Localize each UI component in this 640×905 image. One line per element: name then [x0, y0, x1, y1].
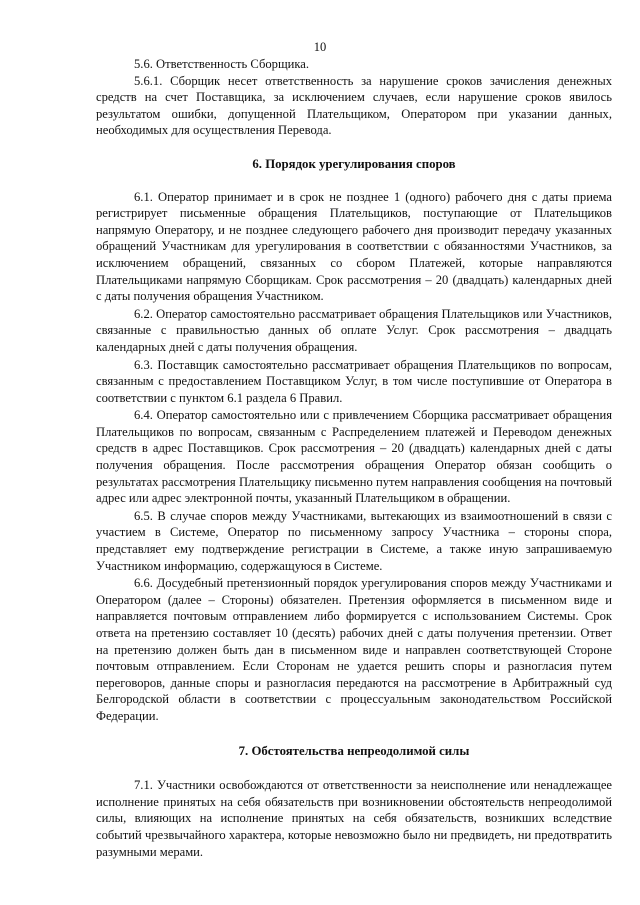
page-number: 10	[313, 40, 327, 54]
paragraph-6-2: 6.2. Оператор самостоятельно рассматривает обращения Плательщиков или Участников, связанные с правильностью данных об оплате Услуг. Срок рассмотрения – двадцать календарных дней с даты получения обращения.	[96, 306, 612, 354]
paragraph-7-1: 7.1. Участники освобождаются от ответственности за неисполнение или ненадлежащее исполнение принятых на себя обязательств при возникновении обстоятельств непреодолимой силы, влияющих на исполнение принятых на себя обязательств, возникших вследствие событий чрезвычайного характера, которые невозможно было ни предвидеть, ни предотвратить разумными мерами.	[96, 778, 612, 859]
section-title-7: 7. Обстоятельства непреодолимой силы	[238, 743, 470, 758]
paragraph-6-1: 6.1. Оператор принимает и в срок не позднее 1 (одного) рабочего дня с даты приема регистрирует письменные обращения Плательщиков, поступающие от Плательщиков напрямую Оператору, и не позднее следующего рабочего дня производит передачу указанных обращений Участникам для урегулирования в соответствии с обязанностями Участников, за исключением обращений, связанных со сбором Платежей, которые направляются Плательщиками напрямую Сборщикам. Срок рассмотрения – 20 (двадцать) календарных дней с даты получения обращения Участником.	[96, 189, 612, 304]
subsection-heading-5-6: 5.6. Ответственность Сборщика.	[134, 57, 310, 71]
paragraph-6-6: 6.6. Досудебный претензионный порядок урегулирования споров между Участниками и Оператором (далее – Стороны) обязателен. Претензия оформляется в письменном виде и направляется почтовым отправлением либо формируется с использованием Системы. Срок ответа на претензию составляет 10 (десять) рабочих дней с даты получения претензии. Ответ на претензию должен быть дан в письменном виде и направлен соответствующей Стороне почтовым отправлением. Если Сторонам не удается решить споры и разногласия путем переговоров, данные споры и разногласия передаются на рассмотрение в Арбитражный суд Белгородской области в соответствии с процессуальным законодательством Российской Федерации.	[96, 576, 612, 723]
page-content	[96, 56, 612, 860]
paragraph-6-5: 6.5. В случае споров между Участниками, вытекающих из взаимоотношений в связи с участием в Системе, Оператор по письменному запросу Участника – стороны спора, представляет ему подтверждение регистрации в Системе, а также иную запрашиваемую Участником информацию, содержащуюся в Системе.	[96, 508, 612, 573]
paragraph-6-3: 6.3. Поставщик самостоятельно рассматривает обращения Плательщиков по вопросам, связанным с предоставлением Поставщиком Услуг, в том числе поступившие от Оператора в соответствии с пунктом 6.1 раздела 6 Правил.	[96, 357, 612, 405]
paragraph-5-6-1: 5.6.1. Сборщик несет ответственность за нарушение сроков зачисления денежных средств на счет Поставщика, за исключением случаев, если нарушение сроков явилось результатом ошибки, допущенной Плательщиком, Оператором при указании данных, необходимых для осуществления Перевода.	[96, 73, 612, 138]
paragraph-6-4: 6.4. Оператор самостоятельно или с привлечением Сборщика рассматривает обращения Плательщиков по вопросам, связанным с Распределением платежей и Переводом денежных средств в адрес Поставщиков. Срок рассмотрения – 20 (двадцать) календарных дней с даты получения обращения. После рассмотрения обращения Оператор обязан сообщить о результатах рассмотрения Плательщику письменно путем направления сообщения на почтовый адрес или адрес электронной почты, указанный Плательщиком в обращении.	[96, 408, 612, 506]
section-title-6: 6. Порядок урегулирования споров	[252, 156, 456, 171]
